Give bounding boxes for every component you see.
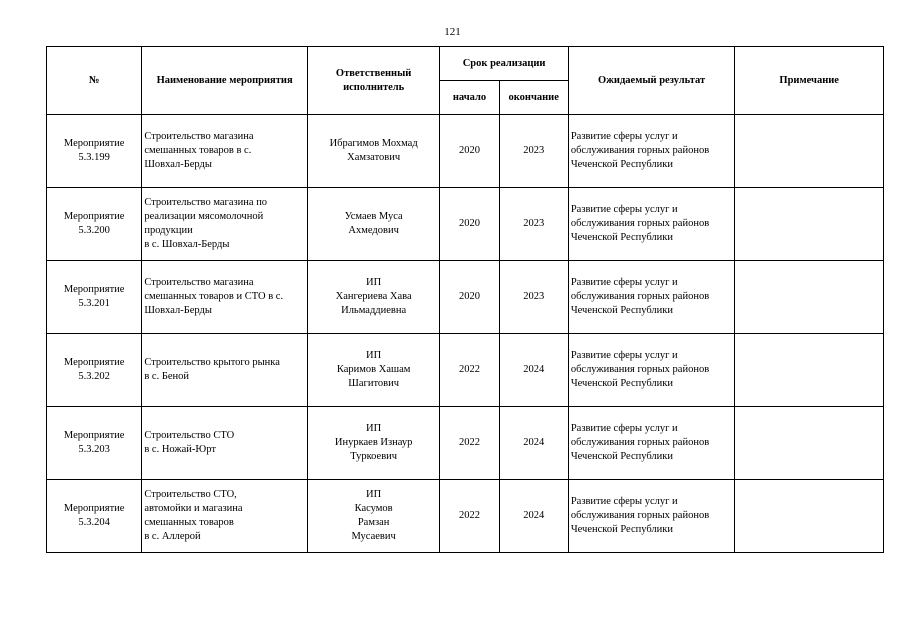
activity-result: Развитие сферы услуг и обслуживания горных районов Чеченской Республики <box>570 350 710 389</box>
activities-table <box>46 46 884 553</box>
activity-responsible: Ибрагимов Мохмад Хамзатович <box>329 138 418 163</box>
table-row <box>47 407 884 480</box>
header-period: Срок реализации <box>440 47 568 81</box>
activity-name: Строительство магазина по реализации мясомолочной продукции в с. Шовхал-Берды <box>144 197 268 250</box>
activity-end: 2024 <box>499 480 568 553</box>
activity-responsible: Усмаев Муса Ахмедович <box>344 211 403 236</box>
activity-result: Развитие сферы услуг и обслуживания горных районов Чеченской Республики <box>570 423 710 462</box>
activity-name: Строительство СТО в с. Ножай-Юрт <box>144 430 235 455</box>
activity-note <box>735 115 884 188</box>
activity-responsible: ИП Хангериева Хава Ильмаддиевна <box>335 277 412 316</box>
activity-note <box>735 480 884 553</box>
activity-start: 2022 <box>440 480 499 553</box>
activity-start: 2022 <box>440 407 499 480</box>
table-row <box>47 334 884 407</box>
table-row <box>47 261 884 334</box>
activity-id: Мероприятие 5.3.200 <box>63 211 125 236</box>
activity-end: 2023 <box>499 188 568 261</box>
header-num: № <box>47 47 142 115</box>
activity-id: Мероприятие 5.3.204 <box>63 503 125 528</box>
activity-id: Мероприятие 5.3.203 <box>63 430 125 455</box>
activity-end: 2024 <box>499 407 568 480</box>
activity-result: Развитие сферы услуг и обслуживания горных районов Чеченской Республики <box>570 496 710 535</box>
header-responsible: Ответственный исполнитель <box>307 47 439 115</box>
activity-id: Мероприятие 5.3.201 <box>63 284 125 309</box>
table-row <box>47 480 884 553</box>
header-name: Наименование мероприятия <box>142 47 308 115</box>
activity-note <box>735 188 884 261</box>
activity-result: Развитие сферы услуг и обслуживания горных районов Чеченской Республики <box>570 204 710 243</box>
table-header-row <box>47 47 884 81</box>
activity-name: Строительство магазина смешанных товаров и СТО в с. Шовхал-Берды <box>144 277 284 316</box>
activity-end: 2023 <box>499 261 568 334</box>
activity-name: Строительство магазина смешанных товаров в с. Шовхал-Берды <box>144 131 254 170</box>
page-number: 121 <box>444 26 461 38</box>
activity-note <box>735 261 884 334</box>
header-end: окончание <box>499 81 568 115</box>
table-row <box>47 188 884 261</box>
activity-result: Развитие сферы услуг и обслуживания горных районов Чеченской Республики <box>570 131 710 170</box>
header-result: Ожидаемый результат <box>568 47 735 115</box>
activity-name: Строительство СТО, автомойки и магазина смешанных товаров в с. Аллерой <box>144 489 243 542</box>
header-start: начало <box>440 81 499 115</box>
activity-start: 2020 <box>440 188 499 261</box>
activity-start: 2020 <box>440 261 499 334</box>
activity-responsible: ИП Инуркаев Изнаур Туркоевич <box>334 423 413 462</box>
activity-result: Развитие сферы услуг и обслуживания горных районов Чеченской Республики <box>570 277 710 316</box>
activity-responsible: ИП Касумов Рамзан Мусаевич <box>351 489 396 542</box>
header-note: Примечание <box>735 47 884 115</box>
activity-start: 2020 <box>440 115 499 188</box>
activity-end: 2024 <box>499 334 568 407</box>
activity-end: 2023 <box>499 115 568 188</box>
table-row <box>47 115 884 188</box>
activity-name: Строительство крытого рынка в с. Беной <box>144 357 280 382</box>
activity-note <box>735 334 884 407</box>
activity-responsible: ИП Каримов Хашам Шагитович <box>336 350 411 389</box>
activity-id: Мероприятие 5.3.202 <box>63 357 125 382</box>
activity-start: 2022 <box>440 334 499 407</box>
activity-id: Мероприятие 5.3.199 <box>63 138 125 163</box>
activity-note <box>735 407 884 480</box>
